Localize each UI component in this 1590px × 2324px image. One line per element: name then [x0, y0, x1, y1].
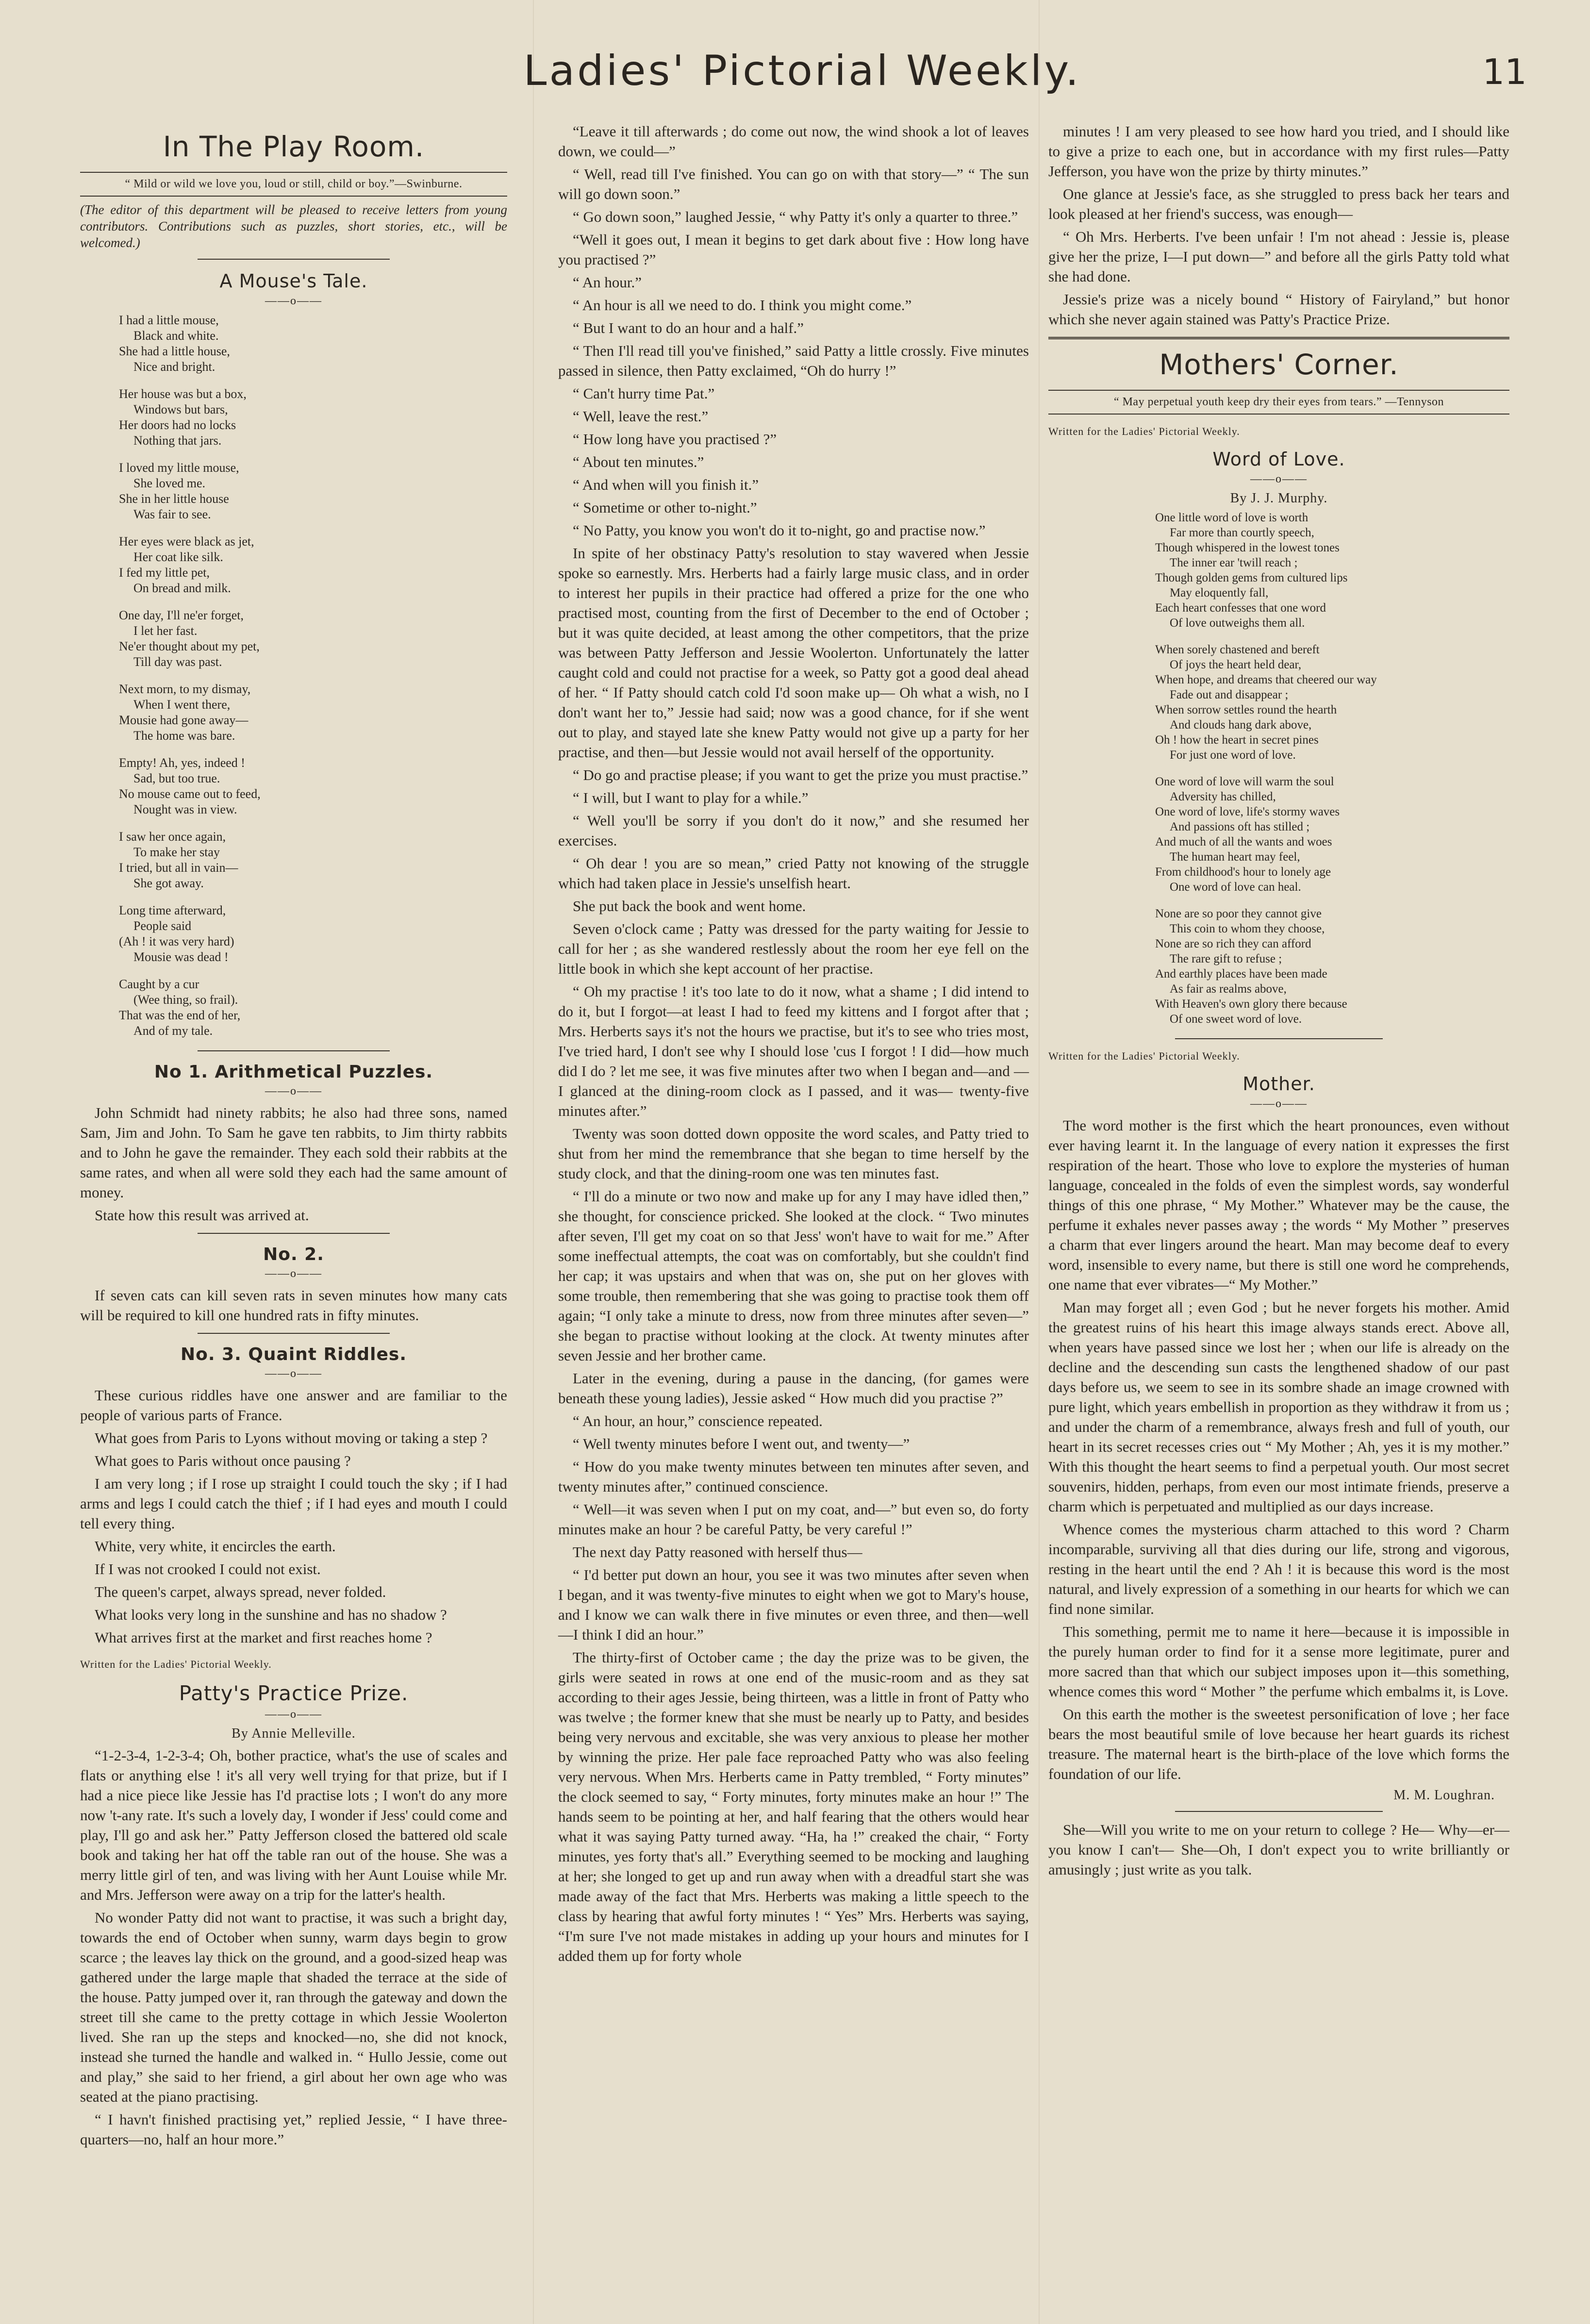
poem-line: Was fair to see.	[133, 507, 211, 521]
poem-line: One little word of love is worth	[1155, 511, 1308, 524]
poem-line: None are so rich they can afford	[1155, 937, 1311, 950]
story-paragraph: “ Well, read till I've finished. You can go on with that story—” “ The sun will go down soon.”	[558, 166, 1029, 202]
story-paragraph: “ Oh dear ! you are so mean,” cried Patty not knowing of the struggle which had taken place in Jessie's unselfish heart.	[558, 855, 1029, 892]
puzzle-1-text: John Schmidt had ninety rabbits; he also had three sons, named Sam, Jim and John. To Sam he gave ten rabbits, to Jim thirty rabbits and to John he gave the remainder. They each sold their rabbits at the same rates, and when all were sold they each had the same amount of money.	[80, 1104, 507, 1201]
story-paragraph: “ Can't hurry time Pat.”	[573, 385, 715, 402]
stanza	[119, 386, 507, 448]
poem-line: People said	[133, 919, 192, 933]
column-2	[558, 121, 1029, 1969]
essay-paragraph: On this earth the mother is the sweetest personification of love ; her face bears the most beautiful smile of love because her heart guards its richest treasure. The maternal heart is the birth-place of the love which forms the foundation of our life.	[1048, 1706, 1509, 1782]
poem-line: And of my tale.	[133, 1024, 213, 1038]
poem-line: The rare gift to refuse ;	[1170, 952, 1282, 965]
word-of-love-byline: By J. J. Murphy.	[1230, 491, 1328, 506]
poem-line: Her eyes were black as jet,	[119, 534, 254, 548]
stanza	[119, 313, 507, 375]
rule	[80, 172, 507, 173]
stanza	[119, 608, 507, 670]
poem-line: This coin to whom they choose,	[1170, 922, 1325, 935]
story-paragraph: “ Well you'll be sorry if you don't do it now,” and she resumed her exercises.	[558, 812, 1029, 849]
closing-joke: She—Will you write to me on your return to college ? He— Why—er—you know I can't— She—Oh, I don't expect you to write brilliantly or amusingly ; just write as you talk.	[1048, 1821, 1509, 1878]
patty-story-continued	[1048, 121, 1509, 329]
puzzle-2-title: No. 2.	[263, 1245, 324, 1264]
poem-line: And passions oft has stilled ;	[1170, 820, 1310, 833]
story-paragraph: “ How long have you practised ?”	[573, 431, 777, 448]
riddle-line: White, very white, it encircles the earth.	[95, 1538, 336, 1555]
poem-line: Each heart confesses that one word	[1155, 601, 1326, 614]
story-paragraph: “ I'd better put down an hour, you see it was two minutes after seven when I began, and it was twenty-five minutes to eight when we got to Mary's house, and I know we can walk there in five minutes or even three, and then—well—I think I did an hour.”	[558, 1566, 1029, 1643]
riddle-line: If I was not crooked I could not exist.	[95, 1560, 321, 1577]
poem-line: Fade out and disappear ;	[1170, 688, 1289, 701]
story-paragraph: The next day Patty reasoned with herself thus—	[573, 1544, 862, 1560]
masthead	[78, 47, 1527, 110]
poem-line: And earthly places have been made	[1155, 967, 1327, 980]
poem-line: None are so poor they cannot give	[1155, 907, 1322, 920]
poem-line: The inner ear 'twill reach ;	[1170, 556, 1298, 569]
story-paragraph: “ Well twenty minutes before I went out, and twenty—”	[573, 1435, 910, 1452]
poem-line: Though whispered in the lowest tones	[1155, 541, 1340, 554]
story-paragraph: “ Do go and practise please; if you want to get the prize you must practise.”	[573, 766, 1028, 783]
stanza	[119, 681, 507, 744]
poem-line: When sorely chastened and bereft	[1155, 643, 1320, 656]
written-for-note: Written for the Ladies' Pictorial Weekly.	[1048, 425, 1240, 437]
story-paragraph: No wonder Patty did not want to practise, it was such a bright day, towards the end of October when sunny, warm days begin to grow scarce ; the leaves lay thick on the ground, and a good-sized heap was gathered under the large maple that shaded the terrace at the side of the house. Patty jumped over it, ran through the gateway and down the street till she came to the pretty cottage in which Jessie Woolerton lived. She ran up the steps and knocked—no, she did not knock, instead she turned the handle and walked in. “ Hullo Jessie, come out and play,” she said to her friend, a girl about her own age who was seated at the piano practising.	[80, 1909, 507, 2105]
poem-line: (Wee thing, so frail).	[133, 993, 238, 1007]
ornament: ——o——	[1250, 473, 1308, 485]
poem-line: Her doors had no locks	[119, 418, 236, 432]
riddle-line: What looks very long in the sunshine and has no shadow ?	[95, 1606, 447, 1623]
riddles-intro: These curious riddles have one answer and are familiar to the people of various parts of France.	[80, 1387, 507, 1424]
riddles	[80, 1385, 507, 1647]
poem-line: I saw her once again,	[119, 830, 226, 844]
ornament: ——o——	[265, 1267, 322, 1280]
poem-line: Next morn, to my dismay,	[119, 682, 251, 696]
mouse-tale-poem	[119, 313, 507, 1039]
poem-line: From childhood's hour to lonely age	[1155, 865, 1331, 879]
poem-line: No mouse came out to feed,	[119, 787, 261, 801]
poem-line: I let her fast.	[133, 624, 198, 638]
ornament: ——o——	[265, 1708, 322, 1721]
poem-line: Far more than courtly speech,	[1170, 526, 1314, 539]
poem-line: Mousie had gone away—	[119, 713, 248, 727]
poem-line: Nought was in view.	[133, 802, 237, 816]
riddle-line: The queen's carpet, always spread, never folded.	[95, 1583, 386, 1600]
poem-line: She in her little house	[119, 492, 229, 506]
column-divider	[533, 0, 534, 2324]
poem-line: She had a little house,	[119, 344, 230, 358]
riddle-line: I am very long ; if I rose up straight I could touch the sky ; if I had arms and legs I could catch the thief ; if I had eyes and mouth I could tell every thing.	[80, 1475, 507, 1532]
stanza	[1155, 774, 1509, 895]
poem-line: Empty! Ah, yes, indeed !	[119, 756, 245, 770]
poem-line: When sorrow settles round the hearth	[1155, 703, 1337, 716]
riddle-line: What goes to Paris without once pausing ?	[95, 1452, 351, 1469]
patty-byline: By Annie Melleville.	[232, 1726, 356, 1741]
editor-note: (The editor of this department will be pleased to receive letters from young contributors. Contributions such as puzzles, short stories, etc., will be welcomed.)	[80, 202, 507, 250]
mother-title: Mother.	[1242, 1073, 1315, 1095]
poem-line: I loved my little mouse,	[119, 461, 239, 475]
patty-story-title: Patty's Practice Prize.	[179, 1681, 409, 1705]
poem-line: For just one word of love.	[1170, 748, 1296, 762]
poem-line: Her coat like silk.	[133, 550, 223, 564]
poem-line: (Ah ! it was very hard)	[119, 934, 234, 948]
story-paragraph: “ I havn't finished practising yet,” replied Jessie, “ I have three-quarters—no, half an hour more.”	[80, 2111, 507, 2148]
poem-line: As fair as realms above,	[1170, 982, 1287, 996]
story-paragraph: “ And when will you finish it.”	[573, 476, 759, 493]
story-paragraph: “ Go down soon,” laughed Jessie, “ why Patty it's only a quarter to three.”	[573, 208, 1018, 225]
story-paragraph: “ An hour is all we need to do. I think you might come.”	[573, 297, 912, 314]
story-paragraph: “ How do you make twenty minutes between ten minutes after seven, and twenty minutes after,” continued conscience.	[558, 1458, 1029, 1495]
rule	[80, 196, 507, 197]
poem-line: She got away.	[133, 876, 204, 890]
story-paragraph: “ Oh my practise ! it's too late to do it now, what a shame ; I did intend to do it, but I forgot—at least I had to feed my kittens and I forgot after that ; Mrs. Herberts says it's not the hours we practise, but it's to see who tries most, I've tried hard, I don't see why I should lose 'cus I forgot ! I did—how much did I do ? let me see, it was five minutes after two when I began and—and —I glanced at the dining-room clock as I passed, and it was— twenty-five minutes after.”	[558, 983, 1029, 1119]
ornament: ——o——	[1250, 1097, 1308, 1110]
story-paragraph: minutes ! I am very pleased to see how hard you tried, and I should like to give a prize to each one, but in accordance with my first rules—Patty Jefferson, you have won the prize by thirty minutes.”	[1048, 123, 1509, 180]
poem-line: When I went there,	[133, 697, 231, 712]
rule	[198, 259, 390, 260]
poem-line: Ne'er thought about my pet,	[119, 639, 260, 653]
rule	[1048, 390, 1509, 391]
poem-line: Her house was but a box,	[119, 387, 247, 401]
poem-line: The home was bare.	[133, 729, 235, 743]
story-paragraph: “ About ten minutes.”	[573, 453, 704, 470]
puzzle-2-text: If seven cats can kill seven rats in seven minutes how many cats will be required to kill one hundred rats in fifty minutes.	[80, 1287, 507, 1324]
play-room-title: In The Play Room.	[163, 130, 425, 163]
ornament: ——o——	[265, 1085, 322, 1097]
riddle-line: What goes from Paris to Lyons without moving or taking a step ?	[95, 1429, 488, 1446]
mouse-tale-title: A Mouse's Tale.	[219, 270, 368, 292]
mothers-corner-title: Mothers' Corner.	[1159, 348, 1399, 381]
story-paragraph: The thirty-first of October came ; the day the prize was to be given, the girls were seated in rows at one end of the music-room and as they sat according to their ages Jessie, being thirteen, was a little in front of Patty who was twelve ; the former knew that she must be nearly up to Patty, and besides being very nervous and excitable, she was very anxious to please her mother by winning the prize. Her pale face reproached Patty who was also feeling very nervous. When Mrs. Herberts came in Patty trembled, “ Forty minutes” the clock seemed to say, “ Forty minutes, forty minutes make an hour !” The hands seem to be pointing at her, and half fearing that the others would hear what it was saying Patty turned away. “Ha, ha !” creaked the chair, “ Forty minutes, yes forty that's all.” Everything seemed to be mocking and laughing at her; she longed to get up and run away when with a dreadful start she was made away of the fact that Mrs. Herberts was making a little speech to the class by hearing that awful forty minutes ! “ Yes” Mrs. Herberts was saying, “I'm sure I've not made mistakes in adding up your hours and minutes for I added them up for forty whole	[558, 1649, 1029, 1964]
story-paragraph: In spite of her obstinacy Patty's resolution to stay wavered when Jessie spoke so earnestly. Mrs. Herberts had a fairly large music class, and in order to interest her pupils in their practice had offered a prize for the one who practised most, counting from the first of December to the end of October ; but it was quite decided, at least among the other competitors, that the prize was between Patty Jefferson and Jessie Woolerton. Unfortunately the latter caught cold and could not practise for a week, so Patty got a good deal ahead of her. “ If Patty should catch cold I'd soon make up— Oh what a wish, no I don't want her to,” Jessie had said; now was a good chance, for if she went out to play, and stayed late she knew Patty would not give up a party for her practise, and then—but Jessie would not avail herself of the opportunity.	[558, 545, 1029, 761]
poem-line: Sad, but too true.	[133, 771, 220, 785]
story-paragraph: Jessie's prize was a nicely bound “ History of Fairyland,” but honor which she never again stained was Patty's Practice Prize.	[1048, 291, 1509, 328]
riddle-line: What arrives first at the market and first reaches home ?	[95, 1629, 432, 1646]
stanza	[1155, 510, 1509, 631]
poem-line: One word of love can heal.	[1170, 880, 1301, 894]
stanza	[119, 755, 507, 817]
poem-line: Adversity has chilled,	[1170, 790, 1276, 803]
story-paragraph: Seven o'clock came ; Patty was dressed for the party waiting for Jessie to call for her ; as she wandered restlessly about the room her eye fell on the little book in which she kept account of her practise.	[558, 920, 1029, 977]
play-room-epigraph: “ Mild or wild we love you, loud or still, child or boy.”—Swinburne.	[125, 178, 463, 190]
poem-line: I fed my little pet,	[119, 565, 210, 580]
puzzle-1-title: No 1. Arithmetical Puzzles.	[154, 1062, 433, 1082]
poem-line: And clouds hang dark above,	[1170, 718, 1312, 731]
poem-line: She loved me.	[133, 476, 206, 490]
written-for-note: Written for the Ladies' Pictorial Weekly.	[1048, 1050, 1240, 1062]
story-paragraph: “ But I want to do an hour and a half.”	[573, 319, 804, 336]
story-paragraph: She put back the book and went home.	[573, 897, 806, 914]
story-paragraph: One glance at Jessie's face, as she struggled to press back her tears and look pleased at her friend's success, was enough—	[1048, 185, 1509, 222]
author-signature: M. M. Loughran.	[1393, 1788, 1495, 1803]
poem-line: When hope, and dreams that cheered our way	[1155, 673, 1377, 686]
poem-line: Nothing that jars.	[133, 433, 222, 448]
stanza	[119, 903, 507, 965]
rule	[1048, 414, 1509, 415]
story-paragraph: “ I'll do a minute or two now and make up for any I may have idled then,” she thought, for conscience pricked. She looked at the clock. “ Two minutes after seven, I'll get my coat on so that Jess' won't have to wait for me.” After some ineffectual attempts, the coat was on comfortably, but she couldn't find her cap; it was upstairs and when that was on, she put on her gloves with some trouble, then remembering that she was going to practise took them off again; “I only take a minute to dress, now from three minutes after seven—” she began to practise without looking at the clock. At twenty minutes after seven Jessie and her brother came.	[558, 1188, 1029, 1364]
poem-line: Oh ! how the heart in secret pines	[1155, 733, 1319, 747]
story-paragraph: “ No Patty, you know you won't do it to-night, go and practise now.”	[573, 522, 986, 539]
rule	[1048, 337, 1509, 339]
essay-paragraph: Whence comes the mysterious charm attached to this word ? Charm incomparable, surviving all that dies during our life, strong and vigorous, resting in the heart until the end ? Ah ! it is because this word is the most natural, and lively expression of a something in our hearts for which we can find none similar.	[1048, 1521, 1509, 1617]
poem-line: Till day was past.	[133, 655, 222, 669]
essay-paragraph: This something, permit me to name it here—because it is impossible in the purely human order to find for it a sense more legitimate, purer and more sacred than that which our subject imposes upon it—this something, whence comes this word “ Mother ” the perfume which embalms it, is Love.	[1048, 1623, 1509, 1700]
story-paragraph: “1-2-3-4, 1-2-3-4; Oh, bother practice, what's the use of scales and flats or anything else ! it's all very well trying for that prize, but if I had a nice piece like Jessie has I'd practise lots ; I won't do any more now 't-any rate. It's such a lovely day, I wonder if Jess' could come and play, I'll go and ask her.” Patty Jefferson closed the battered old scale book and taking her hat off the table ran out of the house. She was a merry little girl of ten, and was living with her Aunt Louise while Mr. and Mrs. Jefferson were away on a trip for the latter's health.	[80, 1747, 507, 1903]
rule	[1175, 1038, 1383, 1039]
puzzle-1-question: State how this result was arrived at.	[95, 1207, 309, 1224]
rule	[198, 1050, 390, 1051]
page-number: 11	[1482, 51, 1527, 92]
poem-line: Black and white.	[133, 329, 219, 343]
stanza	[119, 829, 507, 891]
story-paragraph: “ Well, leave the rest.”	[573, 408, 709, 425]
written-for-note: Written for the Ladies' Pictorial Weekly.	[80, 1658, 272, 1670]
poem-line: Caught by a cur	[119, 977, 199, 991]
story-paragraph: “ An hour, an hour,” conscience repeated.	[573, 1412, 823, 1429]
poem-line: One word of love, life's stormy waves	[1155, 805, 1340, 818]
puzzle-3-title: No. 3. Quaint Riddles.	[180, 1345, 407, 1364]
story-paragraph: “ I will, but I want to play for a while.”	[573, 789, 809, 806]
poem-line: And much of all the wants and woes	[1155, 835, 1332, 848]
stanza	[119, 460, 507, 522]
ornament: ——o——	[265, 295, 322, 307]
poem-line: Of love outweighs them all.	[1170, 616, 1305, 630]
essay-paragraph: The word mother is the first which the heart pronounces, even without ever having learnt it. In the language of every nation it expresses the first respiration of the heart. Those who love to explore the mysteries of human language, concealed in the folds of even the simplest words, say wonderful things of this one phrase, “ My Mother.” Whatever may be the cause, the perfume it exhales never passes away ; the words “ My Mother ” preserves a charm that ever lingers around the heart. Man may become deaf to every word, insensible to every name, but there is still one word he comprehends, one name that ever vibrates—“ My Mother.”	[1048, 1117, 1509, 1293]
poem-line: May eloquently fall,	[1170, 586, 1269, 599]
story-paragraph: “ Then I'll read till you've finished,” said Patty a little crossly. Five minutes passed in silence, then Patty exclaimed, “Oh do hurry !”	[558, 342, 1029, 379]
poem-line: One word of love will warm the soul	[1155, 775, 1334, 788]
poem-line: Though golden gems from cultured lips	[1155, 571, 1348, 584]
story-paragraph: “ Sometime or other to-night.”	[573, 499, 757, 516]
stanza	[1155, 906, 1509, 1027]
rule	[198, 1333, 390, 1334]
poem-line: That was the end of her,	[119, 1008, 241, 1022]
poem-line: With Heaven's own glory there because	[1155, 997, 1347, 1011]
column-divider	[1039, 0, 1040, 2324]
poem-line: One day, I'll ne'er forget,	[119, 608, 244, 622]
rule	[1175, 1811, 1383, 1812]
story-paragraph: Later in the evening, during a pause in the dancing, (for games were beneath these young ladies), Jessie asked “ How much did you practise ?”	[558, 1370, 1029, 1407]
poem-line: To make her stay	[133, 845, 220, 859]
story-paragraph: Twenty was soon dotted down opposite the word scales, and Patty tried to shut from her mind the remembrance that she began to time herself by the study clock, and that the dining-room one was ten minutes fast.	[558, 1125, 1029, 1182]
word-of-love-poem	[1155, 510, 1509, 1027]
story-paragraph: “Well it goes out, I mean it begins to get dark about five : How long have you practised ?”	[558, 231, 1029, 268]
poem-line: Of one sweet word of love.	[1170, 1013, 1302, 1026]
story-paragraph: “Leave it till afterwards ; do come out now, the wind shook a lot of leaves down, we could—”	[558, 123, 1029, 160]
poem-line: Windows but bars,	[133, 402, 228, 416]
poem-line: Of joys the heart held dear,	[1170, 658, 1302, 671]
story-paragraph: “ Well—it was seven when I put on my coat, and—” but even so, do forty minutes make an hour ? be careful Patty, be very careful !”	[558, 1501, 1029, 1538]
story-paragraph: “ An hour.”	[573, 274, 642, 291]
column-1	[80, 121, 507, 2152]
story-paragraph: “ Oh Mrs. Herberts. I've been unfair ! I'm not ahead : Jessie is, please give her the prize, I—I put down—” and before all the girls Patty told what she had done.	[1048, 228, 1509, 285]
poem-line: I had a little mouse,	[119, 313, 219, 327]
poem-line: Nice and bright.	[133, 360, 215, 374]
column-3	[1048, 121, 1509, 1882]
rule	[198, 1233, 390, 1234]
poem-line: I tried, but all in vain—	[119, 861, 238, 875]
stanza	[119, 977, 507, 1039]
mothers-corner-epigraph: “ May perpetual youth keep dry their eyes from tears.” —Tennyson	[1113, 396, 1444, 408]
poem-line: The human heart may feel,	[1170, 850, 1300, 863]
poem-line: Mousie was dead !	[133, 950, 229, 964]
poem-line: On bread and milk.	[133, 581, 231, 595]
ornament: ——o——	[265, 1367, 322, 1380]
word-of-love-title: Word of Love.	[1212, 448, 1345, 470]
essay-paragraph: Man may forget all ; even God ; but he never forgets his mother. Amid the greatest ruins of his heart this image always stands erect. Above all, when years have passed since we lost her ; when our life is already on the decline and the descending sun casts the lengthened shadow of our past days before us, we seem to see in its sombre shade an image crowned with pure light, which years embellish in proportion as they withdraw it from us ; and under the charm of a remembrance, always fresh and full of youth, our heart in its secret recesses cries out “ My Mother ; Ah, yes it is my mother.” With this thought the heart seems to find a perpetual youth. Our most secret souvenirs, hidden, perhaps, from even our most intimate friends, preserve a charm which is perpetuated and multiplied as our days increase.	[1048, 1299, 1509, 1515]
stanza	[119, 534, 507, 596]
stanza	[1155, 642, 1509, 763]
publication-title: Ladies' Pictorial Weekly.	[523, 47, 1081, 95]
poem-line: Long time afterward,	[119, 903, 226, 917]
